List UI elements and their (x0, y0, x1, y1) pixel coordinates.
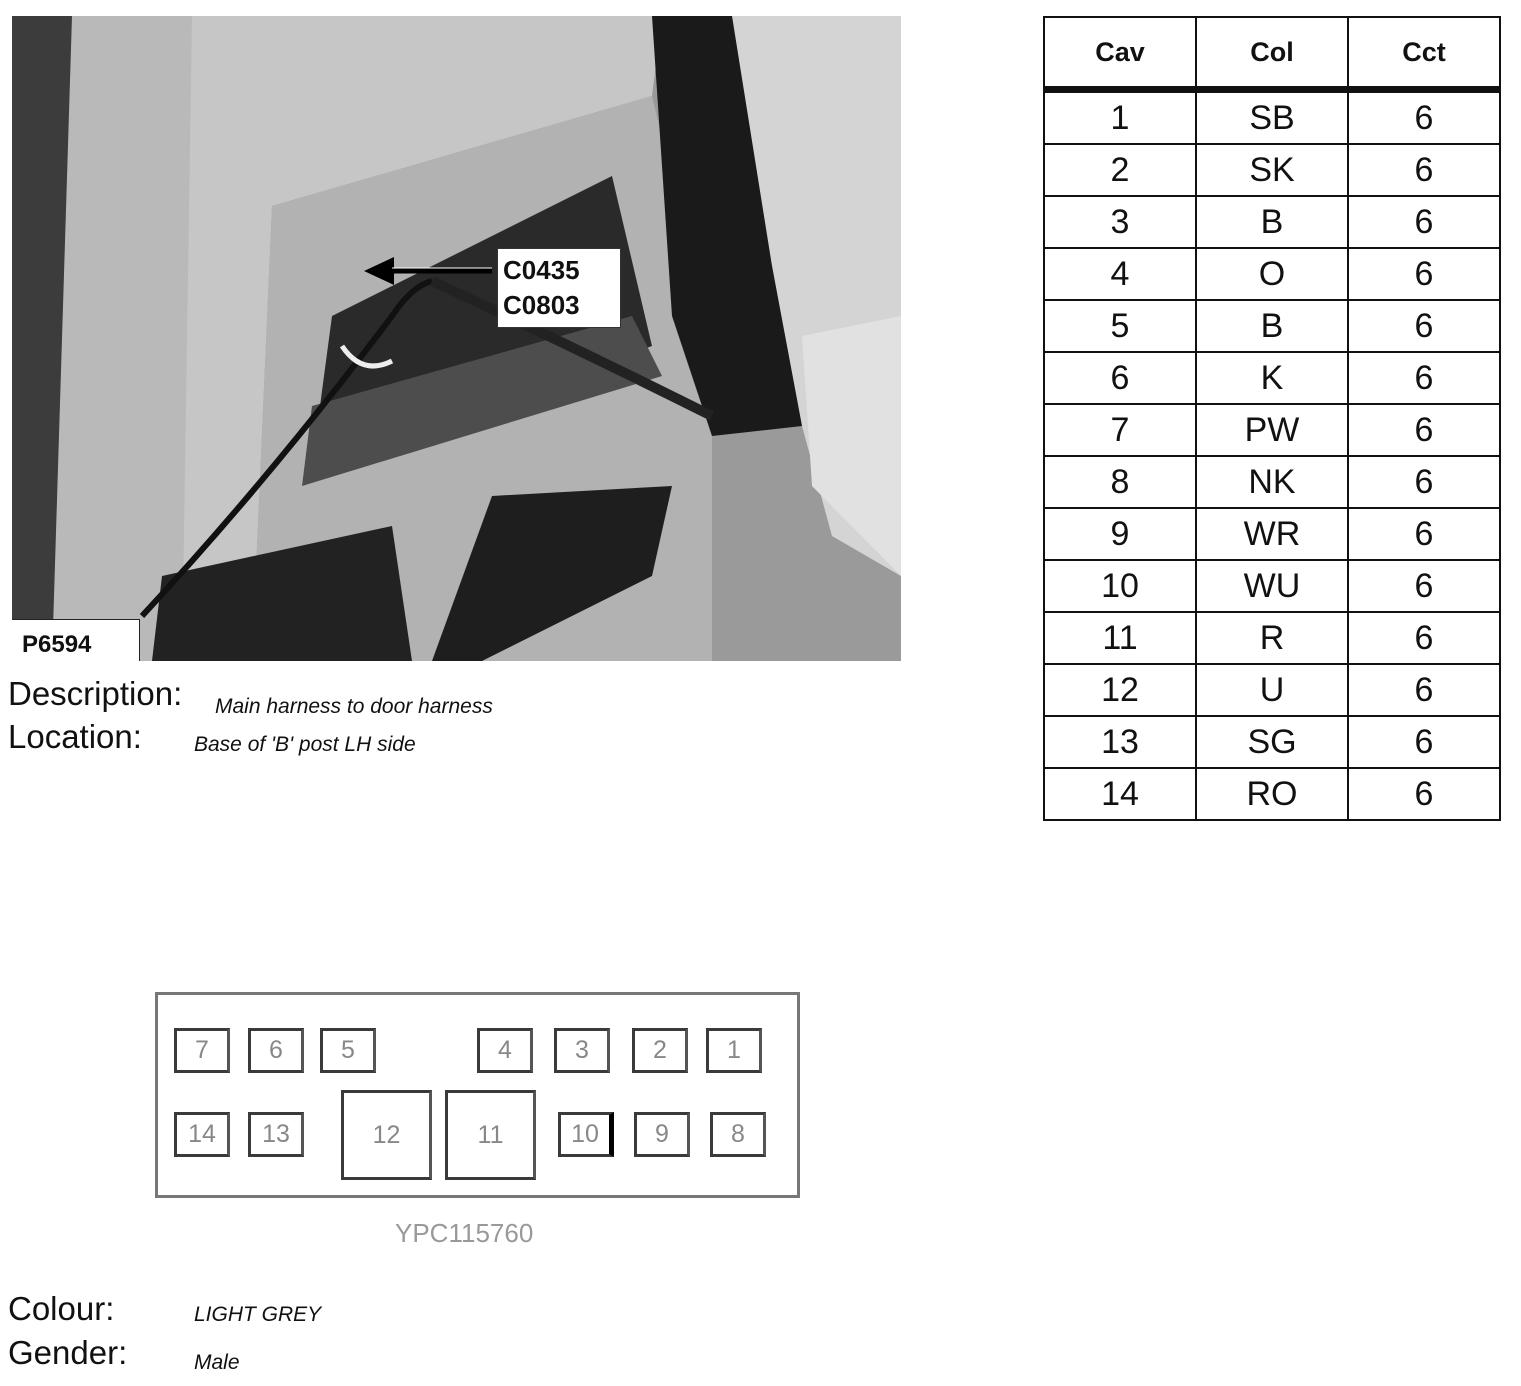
cell-col: SB (1196, 90, 1348, 145)
gender-row (8, 1333, 240, 1374)
table-row (1044, 352, 1500, 404)
cell-cct: 6 (1348, 300, 1500, 352)
connector-callout (497, 248, 621, 328)
cell-col: U (1196, 664, 1348, 716)
gender-value: Male (194, 1351, 240, 1374)
table-row (1044, 404, 1500, 456)
cell-cav: 10 (1044, 560, 1196, 612)
cell-cct: 6 (1348, 404, 1500, 456)
cell-cav: 13 (1044, 716, 1196, 768)
cell-cct: 6 (1348, 716, 1500, 768)
cell-cct: 6 (1348, 144, 1500, 196)
cavity-1: 1 (706, 1028, 762, 1073)
cell-cav: 5 (1044, 300, 1196, 352)
gender-label: Gender: (8, 1334, 128, 1371)
pin-table (1043, 16, 1501, 821)
colour-value: LIGHT GREY (194, 1303, 322, 1326)
colour-row (8, 1289, 322, 1329)
cell-cav: 1 (1044, 90, 1196, 145)
cell-cav: 4 (1044, 248, 1196, 300)
cell-col: WU (1196, 560, 1348, 612)
cell-cct: 6 (1348, 508, 1500, 560)
table-row (1044, 768, 1500, 820)
callout-line-1: C0435 (503, 255, 580, 285)
cell-cav: 3 (1044, 196, 1196, 248)
table-row (1044, 144, 1500, 196)
header-col: Col (1196, 17, 1348, 90)
cell-cav: 9 (1044, 508, 1196, 560)
cavity-4: 4 (477, 1028, 533, 1073)
cell-col: B (1196, 196, 1348, 248)
cavity-5: 5 (320, 1028, 376, 1073)
cavity-3: 3 (554, 1028, 610, 1073)
cavity-11: 11 (445, 1090, 536, 1180)
description-label: Description: (8, 675, 183, 712)
table-row (1044, 664, 1500, 716)
table-row (1044, 560, 1500, 612)
cavity-2: 2 (632, 1028, 688, 1073)
table-row (1044, 248, 1500, 300)
cell-col: B (1196, 300, 1348, 352)
cell-cav: 12 (1044, 664, 1196, 716)
location-row (8, 717, 416, 757)
pin-table-header (1044, 17, 1500, 90)
cell-cav: 7 (1044, 404, 1196, 456)
cell-cav: 14 (1044, 768, 1196, 820)
cell-cct: 6 (1348, 768, 1500, 820)
description-row (8, 674, 493, 718)
cell-col: RO (1196, 768, 1348, 820)
cell-cct: 6 (1348, 456, 1500, 508)
header-cav: Cav (1044, 17, 1196, 90)
cell-col: K (1196, 352, 1348, 404)
cell-cav: 2 (1044, 144, 1196, 196)
connector-face-diagram (155, 992, 800, 1198)
cell-col: PW (1196, 404, 1348, 456)
cell-col: WR (1196, 508, 1348, 560)
connector-location-photo (12, 16, 901, 661)
cell-cct: 6 (1348, 248, 1500, 300)
cell-cct: 6 (1348, 196, 1500, 248)
cavity-8: 8 (710, 1112, 766, 1157)
table-row (1044, 612, 1500, 664)
cell-cct: 6 (1348, 560, 1500, 612)
callout-line-2: C0803 (503, 290, 580, 320)
cell-cct: 6 (1348, 664, 1500, 716)
cavity-9: 9 (634, 1112, 690, 1157)
connector-part-number: YPC115760 (395, 1218, 534, 1248)
cavity-10: 10 (558, 1112, 614, 1157)
cell-cav: 8 (1044, 456, 1196, 508)
cell-cct: 6 (1348, 352, 1500, 404)
cavity-12: 12 (341, 1090, 432, 1180)
cell-cct: 6 (1348, 612, 1500, 664)
table-row (1044, 196, 1500, 248)
cell-col: O (1196, 248, 1348, 300)
cavity-13: 13 (248, 1112, 304, 1157)
description-value: Main harness to door harness (215, 695, 493, 718)
table-row (1044, 90, 1500, 145)
location-label: Location: (8, 718, 142, 755)
table-row (1044, 716, 1500, 768)
table-row (1044, 456, 1500, 508)
cavity-14: 14 (174, 1112, 230, 1157)
cell-cav: 6 (1044, 352, 1196, 404)
colour-label: Colour: (8, 1290, 115, 1327)
cell-col: R (1196, 612, 1348, 664)
table-row (1044, 508, 1500, 560)
cell-cav: 11 (1044, 612, 1196, 664)
cavity-7: 7 (174, 1028, 230, 1073)
cell-col: SG (1196, 716, 1348, 768)
photo-id-label: P6594 (12, 619, 140, 661)
cell-col: NK (1196, 456, 1348, 508)
cell-cct: 6 (1348, 90, 1500, 145)
table-row (1044, 300, 1500, 352)
header-cct: Cct (1348, 17, 1500, 90)
cell-col: SK (1196, 144, 1348, 196)
location-value: Base of 'B' post LH side (194, 733, 416, 756)
photo-illustration (12, 16, 901, 661)
cavity-6: 6 (248, 1028, 304, 1073)
